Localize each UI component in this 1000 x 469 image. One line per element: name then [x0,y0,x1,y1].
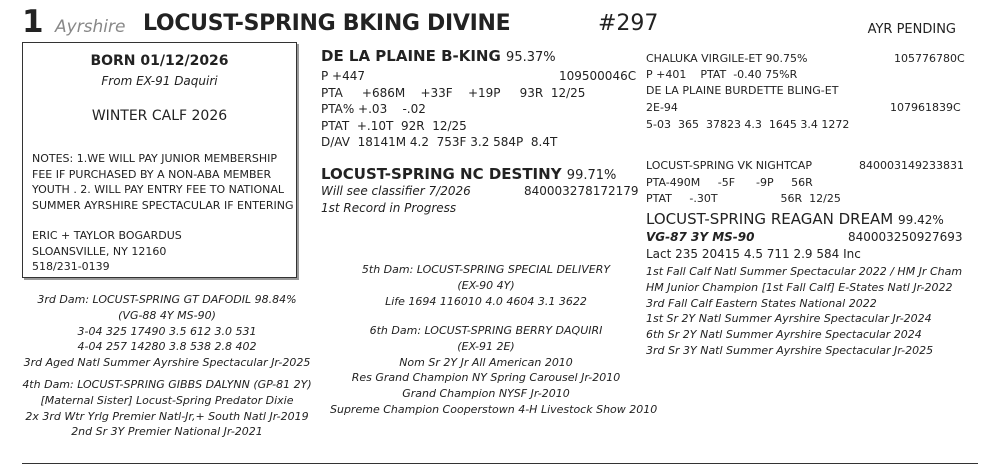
sire-ptat: PTAT +.10T 92R 12/25 [321,119,467,133]
consignor-address: SLOANSVILLE, NY 12160 [32,244,167,258]
dam-percent: 99.71% [566,168,617,183]
award-line: 1st Fall Calf Natl Summer Spectacular 2022 / HM Jr Cham [646,265,963,278]
fourth-dam-line: 4th Dam: LOCUST-SPRING GIBBS DALYNN (GP-81 2Y) [22,378,312,391]
lot-sequence: 1 [22,4,44,40]
sixth-dam-line: Grand Champion NYSF Jr-2010 [402,387,570,401]
sixth-dam-line: 6th Dam: LOCUST-SPRING BERRY DAQUIRI [369,324,603,337]
dam-dam-name: LOCUST-SPRING REAGAN DREAM 99.42% [646,210,944,228]
fourth-dam-line: 2nd Sr 3Y Premier National Jr-2021 [71,425,263,439]
sixth-dam-line: Nom Sr 2Y Jr All American 2010 [399,355,573,369]
award-line: 3rd Fall Calf Eastern States National 2022 [646,296,877,310]
fifth-dam-block [330,262,642,309]
fifth-dam-line: 5th Dam: LOCUST-SPRING SPECIAL DELIVERY [361,263,611,276]
consignor-info [32,228,182,275]
notes-line: YOUTH . 2. WILL PAY ENTRY FEE TO NATIONAL [32,183,285,196]
sire-sire-proof: P +401 PTAT -0.40 75%R [646,68,798,81]
sire-production: P +447 [321,69,366,83]
award-line: 3rd Sr 3Y Natl Summer Ayrshire Spectacular Jr-2025 [646,343,934,357]
sire-percent: 95.37% [506,50,556,65]
calf-class: WINTER CALF 2026 [91,108,228,124]
sire-dam-name: DE LA PLAINE BURDETTE BLING-ET [646,84,839,97]
dam-classifier-note: Will see classifier 7/2026 [321,184,471,198]
third-dam-block [22,292,312,371]
breed-label: Ayrshire [55,17,126,37]
award-line: 1st Sr 2Y Natl Summer Ayrshire Spectacular Jr-2024 [646,312,932,326]
dam-dam-classification: VG-87 3Y MS-90 [646,230,755,244]
award-line: 6th Sr 2Y Natl Summer Ayrshire Spectacular 2024 [646,328,922,342]
sire-pta-percent: PTA% +.03 -.02 [321,102,426,116]
animal-name: LOCUST-SPRING BKING DIVINE [143,11,511,36]
notes-line: SUMMER AYRSHIRE SPECTACULAR IF ENTERING [32,198,294,212]
sire-sire-registration: 105776780C [894,52,965,65]
fourth-dam-line: [Maternal Sister] Locust-Spring Predator Dixie [40,393,294,407]
dam-name: LOCUST-SPRING NC DESTINY 99.71% [321,165,617,183]
third-dam-line: 3rd Aged Natl Summer Ayrshire Spectacular Jr-2025 [23,356,311,370]
sire-sire-name: CHALUKA VIRGILE-ET 90.75% [646,52,808,65]
sire-name: DE LA PLAINE B-KING 95.37% [321,47,556,65]
dam-sire-name: LOCUST-SPRING VK NIGHTCAP [646,159,812,172]
sire-dam-classification: 2E-94 [646,101,678,114]
birth-date: BORN 01/12/2026 [90,53,229,69]
dam-registration: 840003278172179 [524,184,639,198]
bottom-divider [22,463,978,464]
dam-sire-pta: PTA-490M -5F -9P 56R [646,176,813,189]
fourth-dam-block [22,377,312,440]
sire-pta: PTA +686M +33F +19P 93R 12/25 [321,86,586,100]
notes-line: FEE IF PURCHASED BY A NON-ABA MEMBER [32,167,272,181]
sire-dam-record: 5-03 365 37823 4.3 1645 3.4 1272 [646,118,850,131]
notes-line: NOTES: 1.WE WILL PAY JUNIOR MEMBERSHIP [32,152,278,165]
dam-sire-registration: 840003149233831 [859,159,964,172]
dam-dam-lactation: Lact 235 20415 4.5 711 2.9 584 Inc [646,247,861,261]
dam-dam-percent: 99.42% [898,213,944,227]
sixth-dam-line: (EX-91 2E) [457,339,515,353]
consignor-phone: 518/231-0139 [32,260,110,273]
third-dam-line: 3-04 325 17490 3.5 612 3.0 531 [77,324,257,338]
sire-registration: 109500046C [559,69,637,83]
consignor-name: ERIC + TAYLOR BOGARDUS [32,229,182,242]
dam-classification: From EX-91 Daquiri [101,74,218,88]
sire-dam-registration: 107961839C [890,101,961,114]
third-dam-line: (VG-88 4Y MS-90) [118,308,216,322]
fifth-dam-line: Life 1694 116010 4.0 4604 3.1 3622 [385,294,587,308]
fourth-dam-line: 2x 3rd Wtr Yrlg Premier Natl-Jr,+ South Natl Jr-2019 [25,409,309,423]
sixth-dam-line: Supreme Champion Cooperstown 4-H Livestock Show 2010 [330,402,658,416]
dam-dam-awards [646,264,962,359]
dam-sire-ptat: PTAT -.30T 56R 12/25 [646,192,841,205]
award-line: HM Junior Champion [1st Fall Calf] E-States Natl Jr-2022 [646,280,953,294]
fifth-dam-line: (EX-90 4Y) [457,278,515,292]
sixth-dam-line: Res Grand Champion NY Spring Carousel Jr-2010 [351,371,621,385]
third-dam-line: 3rd Dam: LOCUST-SPRING GT DAFODIL 98.84% [37,293,297,306]
dam-record-status: 1st Record in Progress [321,201,457,215]
info-box [22,42,297,278]
sixth-dam-block [330,323,658,418]
lot-number: #297 [598,11,659,36]
third-dam-line: 4-04 257 14280 3.8 538 2.8 402 [77,340,257,354]
dam-dam-registration: 840003250927693 [848,230,963,244]
registration-status: AYR PENDING [867,22,956,37]
sale-notes [32,151,294,213]
sire-daughter-average: D/AV 18141M 4.2 753F 3.2 584P 8.4T [321,135,558,149]
